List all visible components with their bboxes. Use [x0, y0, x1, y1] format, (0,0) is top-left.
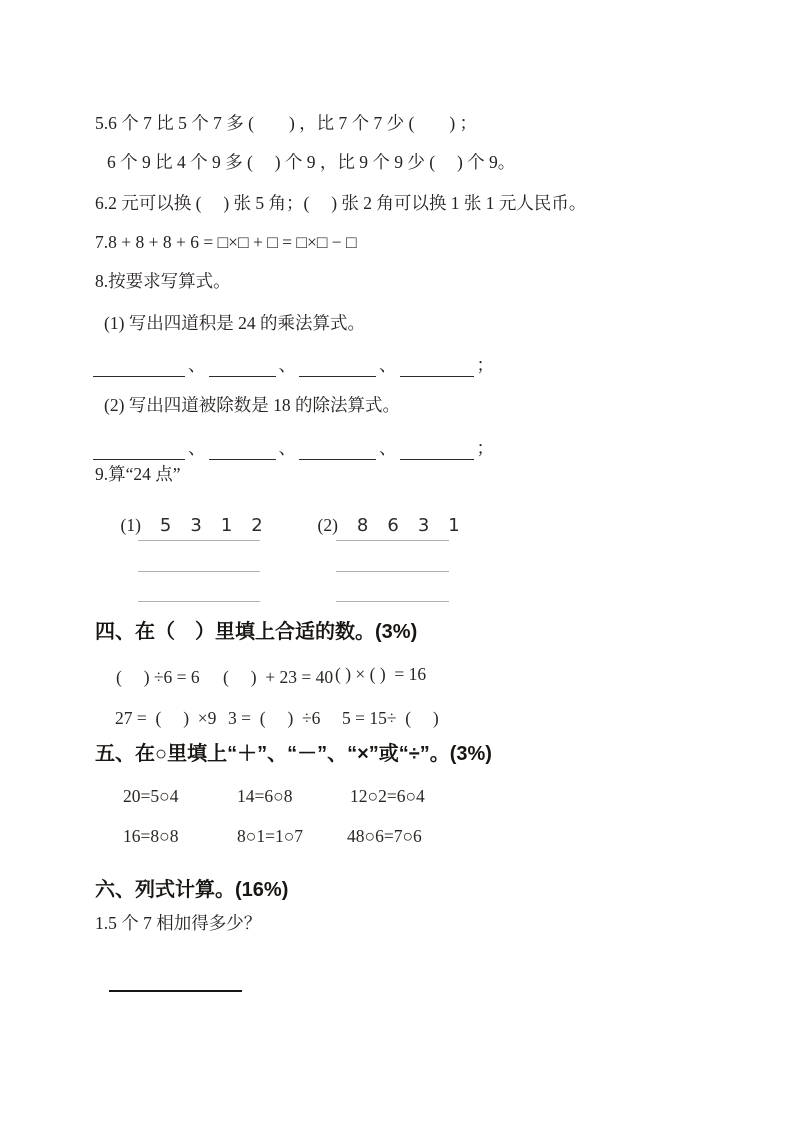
section-5-equation: 14=6○8 — [237, 786, 293, 806]
section-5-equation: 16=8○8 — [123, 826, 179, 846]
answer-blank — [209, 360, 276, 377]
puzzle-number: 6 — [387, 515, 399, 536]
answer-blank — [400, 443, 474, 460]
answer-blank — [299, 443, 376, 460]
puzzle-number: 8 — [356, 515, 369, 536]
section-4-equation: ( ) ÷6 = 6 — [116, 667, 200, 687]
puzzle-number: 3 — [417, 515, 430, 536]
puzzle-number: 3 — [190, 515, 202, 536]
question-7: 7.8 + 8 + 8 + 6 = □×□ + □ = □×□ − □ — [95, 232, 357, 252]
separator: 、 — [278, 438, 296, 458]
answer-blank — [93, 443, 185, 460]
puzzle-number: 5 — [159, 515, 172, 536]
section-4-equation: 27 = ( ) ×9 — [115, 708, 217, 728]
section-5-equation: 48○6=7○6 — [347, 826, 422, 846]
answer-blank-row-1 — [93, 352, 497, 377]
answer-line — [336, 601, 449, 602]
answer-blank-row-2 — [93, 435, 497, 460]
question-8-title: 8.按要求写算式。 — [95, 271, 231, 291]
puzzle-group-2-label: (2) — [317, 515, 338, 535]
puzzle-group-2 — [300, 494, 460, 557]
section-6-question-1: 1.5 个 7 相加得多少？ — [95, 913, 262, 933]
section-5-equation: 12○2=6○4 — [350, 786, 425, 806]
section-5-equation: 20=5○4 — [123, 786, 179, 806]
separator: 、 — [188, 438, 206, 458]
answer-blank — [209, 443, 276, 460]
section-4-equation: ( ) + 23 = 40 — [223, 667, 334, 687]
separator: 、 — [379, 355, 397, 375]
question-9-title: 9.算“24 点” — [95, 464, 181, 484]
section-6-title: 六、列式计算。(16%) — [95, 879, 289, 901]
puzzle-number: 1 — [448, 515, 460, 536]
answer-blank — [299, 360, 376, 377]
final-answer-line — [109, 990, 242, 992]
answer-line — [336, 540, 449, 541]
answer-line — [138, 540, 260, 541]
section-4-title: 四、在（ ）里填上合适的数。(3%) — [95, 621, 418, 643]
puzzle-group-1 — [103, 494, 263, 557]
question-8-part-2: (2) 写出四道被除数是 18 的除法算式。 — [104, 395, 401, 415]
answer-line — [336, 571, 449, 572]
separator: 、 — [188, 355, 206, 375]
section-5-title: 五、在○里填上“＋”、“－”、“×”或“÷”。(3%) — [95, 743, 492, 765]
question-5-line-1: 5.6 个 7 比 5 个 7 多 ( ) ，比 7 个 7 少 ( ) ； — [95, 113, 478, 133]
separator: 、 — [278, 355, 296, 375]
section-4-equation: ( ) × ( ) = 16 — [335, 664, 427, 684]
row-terminator: ； — [476, 438, 494, 458]
question-8-part-1: (1) 写出四道积是 24 的乘法算式。 — [104, 313, 366, 333]
section-4-equation: 5 = 15÷ ( ) — [342, 708, 439, 728]
answer-line — [138, 571, 260, 572]
section-5-equation: 8○1=1○7 — [237, 826, 304, 846]
puzzle-number: 1 — [220, 515, 233, 536]
section-4-equation: 3 = ( ) ÷6 — [228, 708, 321, 728]
question-6: 6.2 元可以换 ( ) 张 5 角；( ) 张 2 角可以换 1 张 1 元人民币。 — [95, 193, 587, 213]
puzzle-group-1-label: (1) — [120, 515, 141, 535]
puzzle-number: 2 — [251, 515, 263, 536]
question-5-line-2: 6 个 9 比 4 个 9 多 ( ) 个 9 ，比 9 个 9 少 ( ) 个 9。 — [107, 152, 516, 172]
row-terminator: ； — [476, 355, 494, 375]
answer-blank — [93, 360, 185, 377]
answer-line — [138, 601, 260, 602]
separator: 、 — [379, 438, 397, 458]
answer-blank — [400, 360, 474, 377]
